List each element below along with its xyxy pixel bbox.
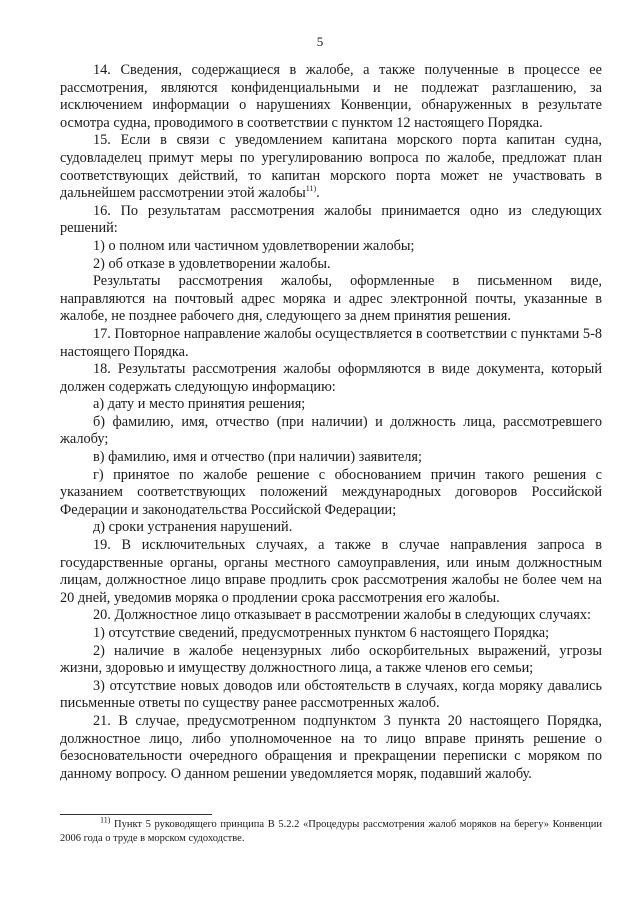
- footnote-mark: 11): [100, 815, 111, 825]
- list-item-16-1: 1) о полном или частичном удовлетворении жалобы;: [93, 237, 415, 254]
- list-item-18-d: д) сроки устранения нарушений.: [93, 519, 293, 536]
- paragraph-18: 18. Результаты рассмотрения жалобы оформляются в виде документа, который должен содержать следующую информацию:: [60, 361, 602, 395]
- paragraph-19: 19. В исключительных случаях, а также в случае направления запроса в государственные органы, органы местного самоуправления, или иным должностным лицам, должностное лицо вправе продлить срок рассмотрения жалобы не более чем на 20 дней, уведомив моряка о продлении срока рассмотрения его жалобы.: [60, 537, 602, 606]
- paragraph-17: 17. Повторное направление жалобы осуществляется в соответствии с пунктами 5-8 настоящего Порядка.: [60, 325, 602, 360]
- page-number: 5: [316, 34, 324, 49]
- paragraph-15-text: 15. Если в связи с уведомлением капитана морского порта капитан судна, судовладелец примут меры по урегулированию вопроса по жалобе, предложат план соответствующих действий, то капитан морского порта может не участвовать в дальнейшем рассмотрении этой жалобы: [60, 132, 602, 202]
- footnote-text: Пункт 5 руководящего принципа B 5.2.2 «Процедуры рассмотрения жалоб моряков на берегу» Конвенции 2006 года о труде в морском судоходстве.: [60, 819, 602, 844]
- paragraph-20: 20. Должностное лицо отказывает в рассмотрении жалобы в следующих случаях:: [93, 607, 591, 624]
- list-item-16-2: 2) об отказе в удовлетворении жалобы.: [93, 255, 331, 272]
- paragraph-14: 14. Сведения, содержащиеся в жалобе, а также полученные в процессе ее рассмотрения, являются конфиденциальными и не подлежат разглашению, за исключением информации о нарушениях Конвенции, обнаруженных в результате осмотра судна, проводимого в соответствии с пунктом 12 настоящего Порядка.: [60, 62, 602, 131]
- paragraph-15-tail: .: [316, 185, 320, 202]
- paragraph-21: 21. В случае, предусмотренном подпунктом 3 пункта 20 настоящего Порядка, должностное лицо, либо уполномоченное на то лицо вправе принять решение о безосновательности очередного обращения и прекращении переписки с моряком по данному вопросу. О данном решении уведомляется моряк, подавший жалобу.: [60, 712, 602, 782]
- list-item-20-2: 2) наличие в жалобе нецензурных либо оскорбительных выражений, угрозы жизни, здоровью и имуществу должностного лица, а также членов его семьи;: [60, 642, 602, 677]
- document-body: [60, 62, 602, 783]
- paragraph-15: [60, 132, 602, 202]
- list-item-18-v: в) фамилию, имя и отчество (при наличии) заявителя;: [93, 449, 422, 466]
- list-item-18-a: а) дату и место принятия решения;: [93, 396, 306, 413]
- list-item-18-g: г) принятое по жалобе решение с обоснованием причин такого решения с указанием соответствующих положений международных договоров Российской Федерации и законодательства Российской Федерации;: [60, 466, 602, 518]
- list-item-20-3: 3) отсутствие новых доводов или обстоятельств в случаях, когда моряку давались письменные ответы по существу ранее рассмотренных жалоб.: [60, 677, 602, 712]
- list-item-20-1: 1) отсутствие сведений, предусмотренных пунктом 6 настоящего Порядка;: [93, 625, 550, 641]
- footnote-ref[interactable]: 11): [305, 184, 317, 194]
- list-item-18-b: б) фамилию, имя, отчество (при наличии) и должность лица, рассмотревшего жалобу;: [60, 413, 602, 448]
- paragraph-results: Результаты рассмотрения жалобы, оформленные в письменном виде, направляются на почтовый адрес моряка и адрес электронной почты, указанные в жалобе, не позднее рабочего дня, следующего за днем принятия решения.: [60, 273, 602, 325]
- paragraph-16: 16. По результатам рассмотрения жалобы принимается одно из следующих решений:: [60, 202, 602, 237]
- footnote-divider: [60, 814, 212, 815]
- footnote: [60, 815, 602, 846]
